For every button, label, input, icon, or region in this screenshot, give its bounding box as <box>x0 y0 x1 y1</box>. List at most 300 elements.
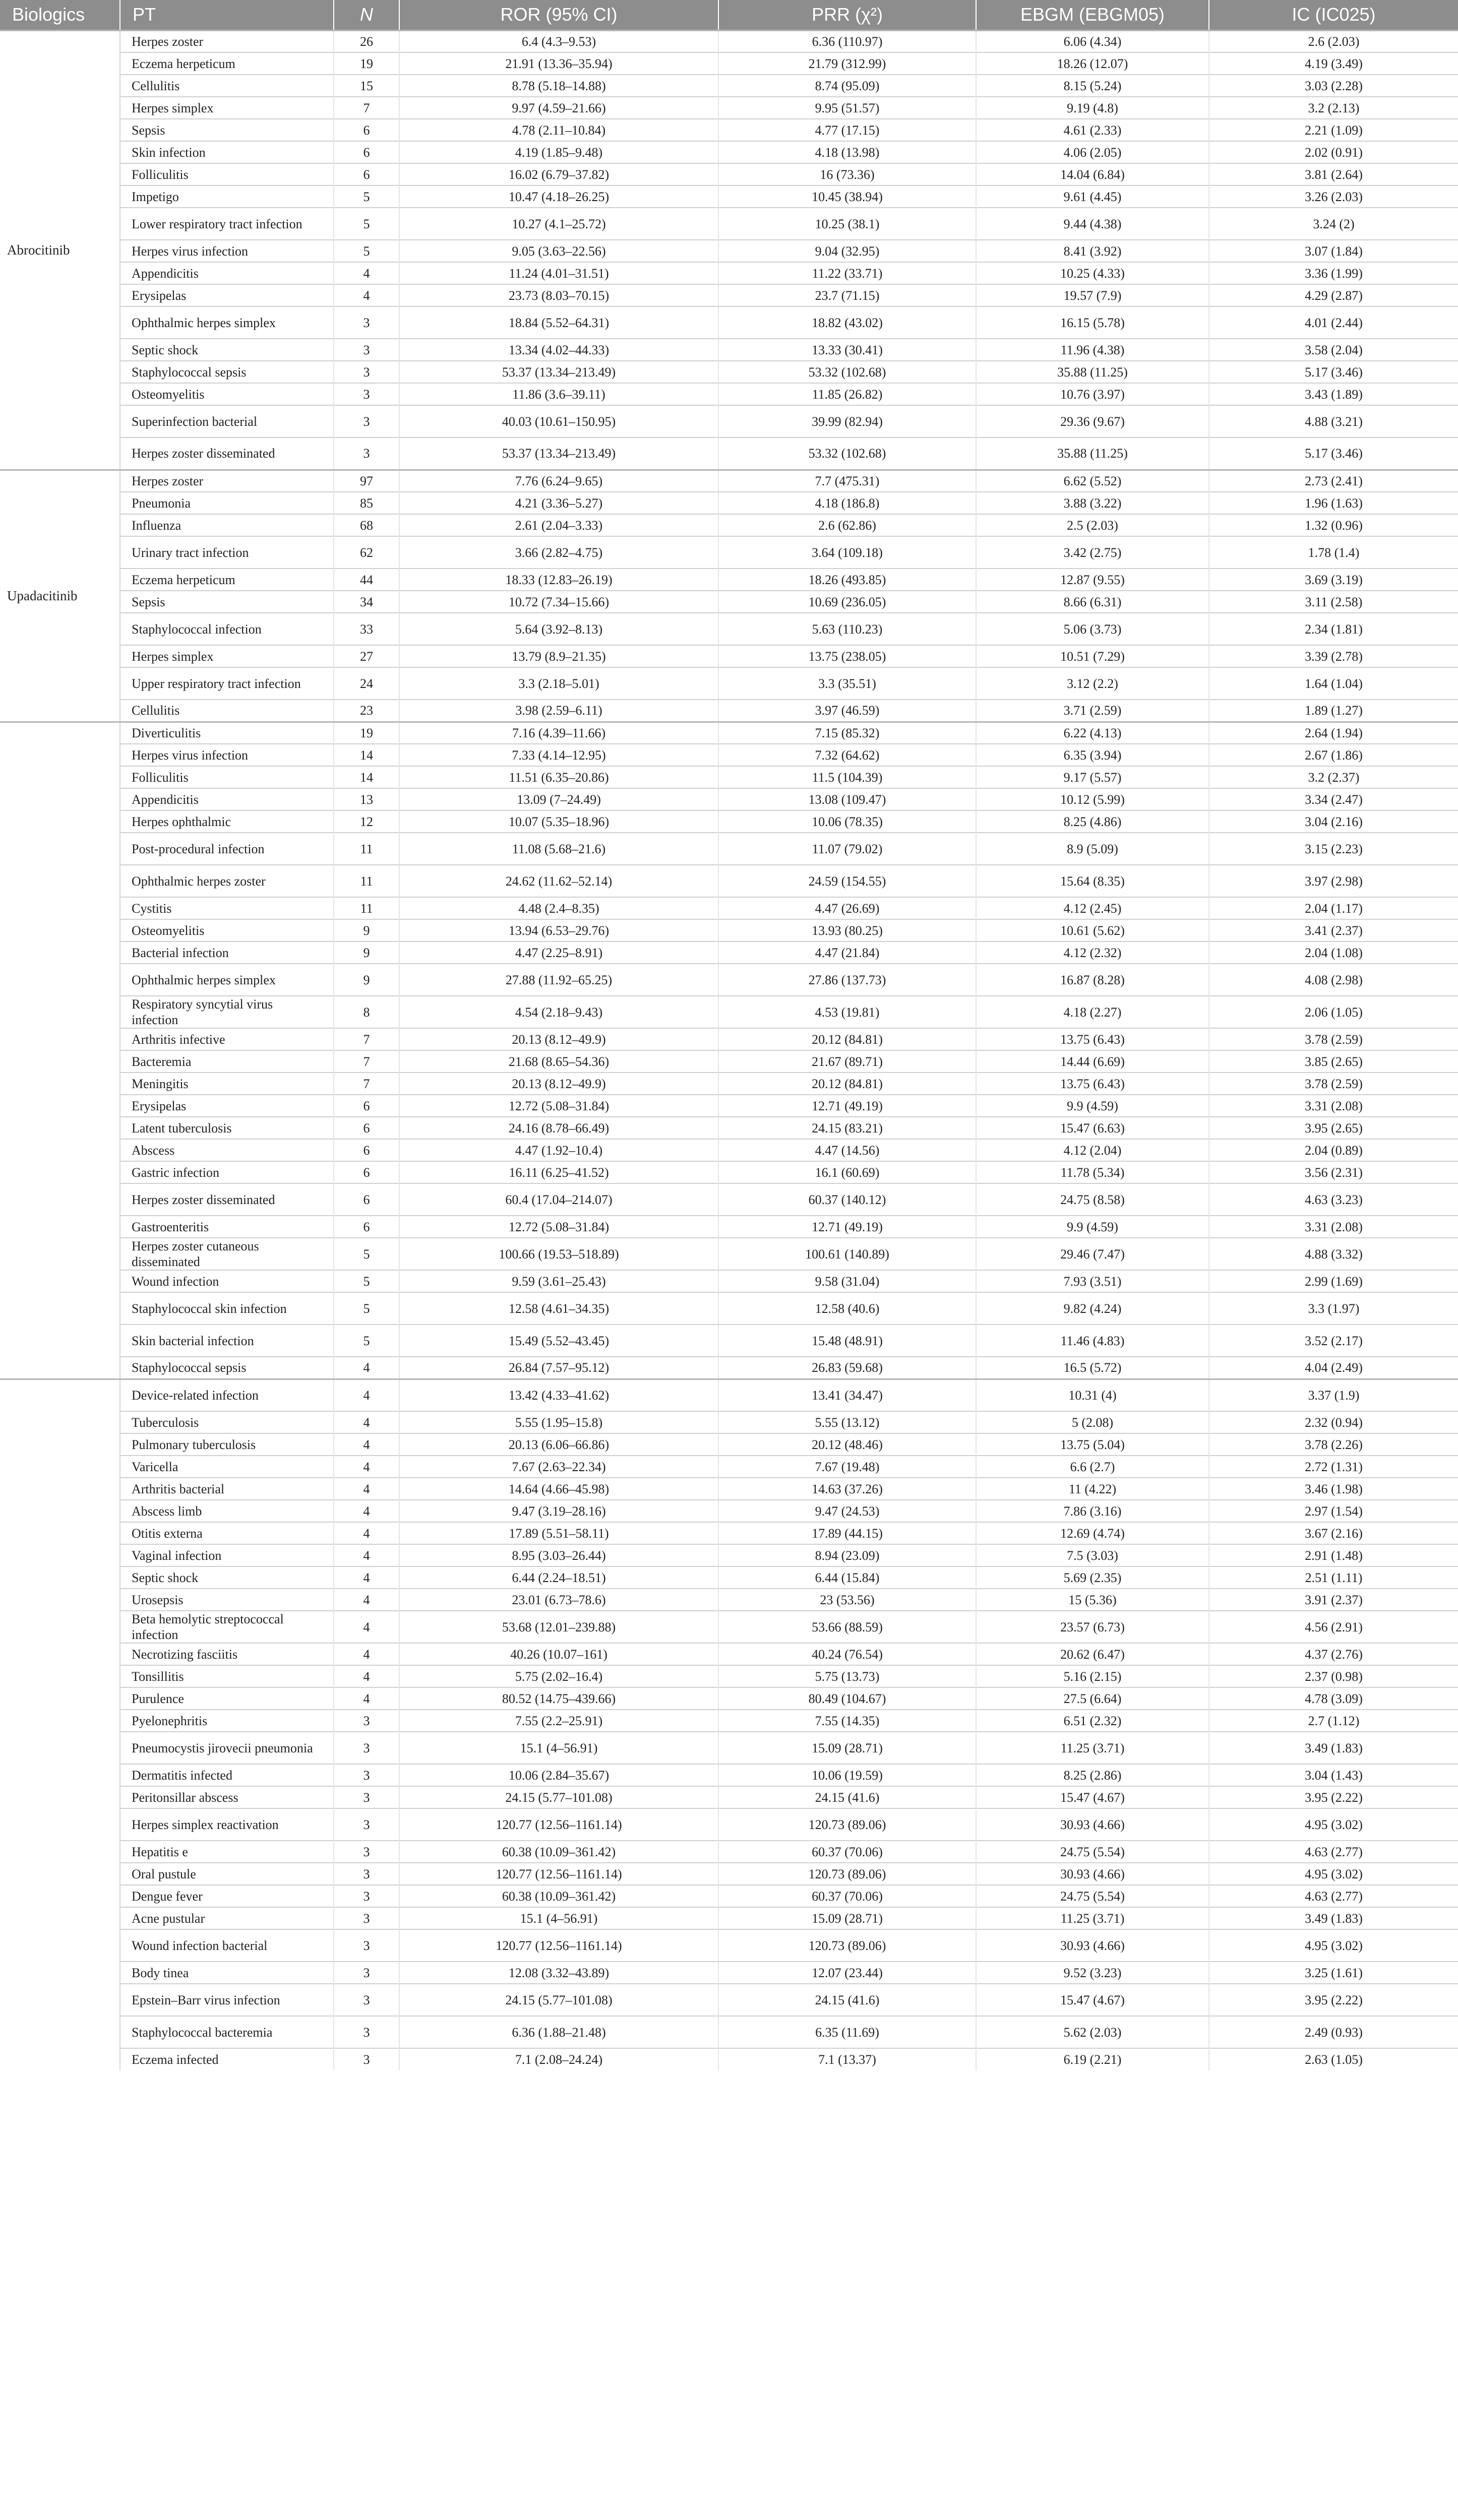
ic-cell: 3.78 (2.26) <box>1209 1433 1458 1456</box>
pt-cell: Lower respiratory tract infection <box>120 208 334 240</box>
ic-cell: 3.3 (1.97) <box>1209 1292 1458 1325</box>
ebgm-cell: 15 (5.36) <box>976 1589 1209 1611</box>
prr-cell: 20.12 (48.46) <box>718 1433 976 1456</box>
ic-cell: 3.56 (2.31) <box>1209 1161 1458 1183</box>
ror-cell: 3.66 (2.82–4.75) <box>399 536 718 569</box>
table-row <box>0 1885 1458 1907</box>
ror-cell: 4.19 (1.85–9.48) <box>399 141 718 163</box>
ror-cell: 7.55 (2.2–25.91) <box>399 1710 718 1732</box>
n-cell: 3 <box>334 1907 399 1929</box>
prr-cell: 4.47 (26.69) <box>718 897 976 919</box>
ebgm-cell: 13.75 (6.43) <box>976 1073 1209 1095</box>
pt-cell: Herpes zoster cutaneous disseminated <box>120 1238 334 1270</box>
ic-cell: 3.95 (2.65) <box>1209 1117 1458 1139</box>
ebgm-cell: 16.87 (8.28) <box>976 964 1209 996</box>
ror-cell: 60.4 (17.04–214.07) <box>399 1183 718 1216</box>
n-cell: 8 <box>334 996 399 1028</box>
ror-cell: 4.47 (1.92–10.4) <box>399 1139 718 1161</box>
table-row <box>0 941 1458 964</box>
ebgm-cell: 11.78 (5.34) <box>976 1161 1209 1183</box>
ebgm-cell: 24.75 (5.54) <box>976 1841 1209 1863</box>
table-row <box>0 613 1458 645</box>
prr-cell: 2.6 (62.86) <box>718 514 976 536</box>
ebgm-cell: 8.25 (2.86) <box>976 1764 1209 1786</box>
n-cell: 14 <box>334 744 399 766</box>
n-cell: 4 <box>334 284 399 306</box>
prr-cell: 4.47 (14.56) <box>718 1139 976 1161</box>
ic-cell: 3.95 (2.22) <box>1209 1786 1458 1808</box>
pt-cell: Impetigo <box>120 185 334 208</box>
ror-cell: 18.84 (5.52–64.31) <box>399 306 718 339</box>
ic-cell: 2.21 (1.09) <box>1209 119 1458 141</box>
n-cell: 3 <box>334 383 399 405</box>
ror-cell: 8.78 (5.18–14.88) <box>399 75 718 97</box>
pt-cell: Otitis externa <box>120 1522 334 1544</box>
n-cell: 85 <box>334 492 399 514</box>
pt-cell: Vaginal infection <box>120 1544 334 1566</box>
ebgm-cell: 10.12 (5.99) <box>976 788 1209 810</box>
ic-cell: 4.19 (3.49) <box>1209 52 1458 75</box>
n-cell: 9 <box>334 964 399 996</box>
n-cell: 4 <box>334 1544 399 1566</box>
prr-cell: 7.67 (19.48) <box>718 1456 976 1478</box>
prr-cell: 27.86 (137.73) <box>718 964 976 996</box>
pt-cell: Urinary tract infection <box>120 536 334 569</box>
n-cell: 44 <box>334 569 399 591</box>
ebgm-cell: 24.75 (8.58) <box>976 1183 1209 1216</box>
table-row <box>0 919 1458 941</box>
prr-cell: 8.74 (95.09) <box>718 75 976 97</box>
ror-cell: 15.1 (4–56.91) <box>399 1907 718 1929</box>
ebgm-cell: 8.66 (6.31) <box>976 591 1209 613</box>
pt-cell: Sepsis <box>120 119 334 141</box>
ic-cell: 3.69 (3.19) <box>1209 569 1458 591</box>
ic-cell: 4.78 (3.09) <box>1209 1687 1458 1710</box>
pt-cell: Herpes zoster disseminated <box>120 437 334 470</box>
ebgm-cell: 2.5 (2.03) <box>976 514 1209 536</box>
ebgm-cell: 24.75 (5.54) <box>976 1885 1209 1907</box>
ror-cell: 15.1 (4–56.91) <box>399 1732 718 1764</box>
table-row <box>0 284 1458 306</box>
ror-cell: 5.64 (3.92–8.13) <box>399 613 718 645</box>
pt-cell: Pneumocystis jirovecii pneumonia <box>120 1732 334 1764</box>
ebgm-cell: 15.64 (8.35) <box>976 865 1209 897</box>
table-row <box>0 185 1458 208</box>
table-row <box>0 514 1458 536</box>
ror-cell: 12.72 (5.08–31.84) <box>399 1095 718 1117</box>
ror-cell: 3.98 (2.59–6.11) <box>399 700 718 722</box>
ror-cell: 13.42 (4.33–41.62) <box>399 1379 718 1411</box>
n-cell: 12 <box>334 810 399 833</box>
ror-cell: 10.07 (5.35–18.96) <box>399 810 718 833</box>
prr-cell: 23.7 (71.15) <box>718 284 976 306</box>
n-cell: 6 <box>334 1117 399 1139</box>
table-row <box>0 208 1458 240</box>
ror-cell: 6.4 (4.3–9.53) <box>399 30 718 52</box>
table-row <box>0 1710 1458 1732</box>
ebgm-cell: 30.93 (4.66) <box>976 1808 1209 1841</box>
ic-cell: 3.52 (2.17) <box>1209 1325 1458 1357</box>
n-cell: 7 <box>334 97 399 119</box>
ic-cell: 3.85 (2.65) <box>1209 1050 1458 1073</box>
pt-cell: Pneumonia <box>120 492 334 514</box>
pt-cell: Device-related infection <box>120 1379 334 1411</box>
pt-cell: Appendicitis <box>120 788 334 810</box>
ic-cell: 3.97 (2.98) <box>1209 865 1458 897</box>
pt-cell: Appendicitis <box>120 262 334 284</box>
n-cell: 26 <box>334 30 399 52</box>
n-cell: 4 <box>334 1411 399 1433</box>
prr-cell: 11.5 (104.39) <box>718 766 976 788</box>
ror-cell: 6.36 (1.88–21.48) <box>399 2016 718 2048</box>
ebgm-cell: 18.26 (12.07) <box>976 52 1209 75</box>
pt-cell: Gastroenteritis <box>120 1216 334 1238</box>
ror-cell: 24.15 (5.77–101.08) <box>399 1786 718 1808</box>
ic-cell: 2.7 (1.12) <box>1209 1710 1458 1732</box>
ror-cell: 60.38 (10.09–361.42) <box>399 1841 718 1863</box>
n-cell: 4 <box>334 1566 399 1589</box>
ror-cell: 53.37 (13.34–213.49) <box>399 437 718 470</box>
ic-cell: 2.64 (1.94) <box>1209 722 1458 744</box>
ror-cell: 26.84 (7.57–95.12) <box>399 1357 718 1379</box>
ror-cell: 4.21 (3.36–5.27) <box>399 492 718 514</box>
header-biologics: Biologics <box>12 4 85 25</box>
prr-cell: 12.71 (49.19) <box>718 1095 976 1117</box>
ebgm-cell: 3.12 (2.2) <box>976 667 1209 700</box>
prr-cell: 53.66 (88.59) <box>718 1611 976 1643</box>
prr-cell: 13.93 (80.25) <box>718 919 976 941</box>
ror-cell: 53.37 (13.34–213.49) <box>399 361 718 383</box>
table-row <box>0 766 1458 788</box>
table-row <box>0 1183 1458 1216</box>
n-cell: 6 <box>334 1161 399 1183</box>
header-prr: PRR (χ²) <box>718 0 976 30</box>
prr-cell: 15.48 (48.91) <box>718 1325 976 1357</box>
n-cell: 5 <box>334 185 399 208</box>
table-row <box>0 1687 1458 1710</box>
header-ebgm: EBGM (EBGM05) <box>976 0 1209 30</box>
prr-cell: 21.79 (312.99) <box>718 52 976 75</box>
ror-cell: 10.06 (2.84–35.67) <box>399 1764 718 1786</box>
prr-cell: 8.94 (23.09) <box>718 1544 976 1566</box>
ror-cell: 4.54 (2.18–9.43) <box>399 996 718 1028</box>
table-row <box>0 1292 1458 1325</box>
ror-cell: 7.16 (4.39–11.66) <box>399 722 718 744</box>
pt-cell: Erysipelas <box>120 284 334 306</box>
ebgm-cell: 12.87 (9.55) <box>976 569 1209 591</box>
ror-cell: 12.08 (3.32–43.89) <box>399 1962 718 1984</box>
n-cell: 15 <box>334 75 399 97</box>
ror-cell: 120.77 (12.56–1161.14) <box>399 1929 718 1962</box>
ebgm-cell: 4.18 (2.27) <box>976 996 1209 1028</box>
ic-cell: 1.78 (1.4) <box>1209 536 1458 569</box>
ic-cell: 3.25 (1.61) <box>1209 1962 1458 1984</box>
n-cell: 3 <box>334 339 399 361</box>
ic-cell: 4.88 (3.21) <box>1209 405 1458 437</box>
ror-cell: 12.72 (5.08–31.84) <box>399 1216 718 1238</box>
pt-cell: Peritonsillar abscess <box>120 1786 334 1808</box>
ebgm-cell: 13.75 (5.04) <box>976 1433 1209 1456</box>
ebgm-cell: 9.44 (4.38) <box>976 208 1209 240</box>
table-row <box>0 744 1458 766</box>
ic-cell: 4.56 (2.91) <box>1209 1611 1458 1643</box>
n-cell: 4 <box>334 1433 399 1456</box>
prr-cell: 13.33 (30.41) <box>718 339 976 361</box>
ic-cell: 4.95 (3.02) <box>1209 1929 1458 1962</box>
ror-cell: 24.16 (8.78–66.49) <box>399 1117 718 1139</box>
n-cell: 19 <box>334 52 399 75</box>
n-cell: 3 <box>334 1962 399 1984</box>
n-cell: 6 <box>334 119 399 141</box>
prr-cell: 3.3 (35.51) <box>718 667 976 700</box>
prr-cell: 5.55 (13.12) <box>718 1411 976 1433</box>
prr-cell: 9.95 (51.57) <box>718 97 976 119</box>
table-row <box>0 1786 1458 1808</box>
table-row <box>0 492 1458 514</box>
pt-cell: Beta hemolytic streptococcal infection <box>120 1611 334 1643</box>
table-row <box>0 1433 1458 1456</box>
ebgm-cell: 15.47 (4.67) <box>976 1786 1209 1808</box>
ror-cell: 13.94 (6.53–29.76) <box>399 919 718 941</box>
pt-cell: Body tinea <box>120 1962 334 1984</box>
ic-cell: 2.6 (2.03) <box>1209 30 1458 52</box>
n-cell: 4 <box>334 1643 399 1665</box>
ic-cell: 4.88 (3.32) <box>1209 1238 1458 1270</box>
n-cell: 3 <box>334 1710 399 1732</box>
table-row <box>0 536 1458 569</box>
pt-cell: Wound infection <box>120 1270 334 1292</box>
ror-cell: 100.66 (19.53–518.89) <box>399 1238 718 1270</box>
prr-cell: 7.15 (85.32) <box>718 722 976 744</box>
pt-cell: Bacterial infection <box>120 941 334 964</box>
table-row <box>0 1478 1458 1500</box>
n-cell: 5 <box>334 240 399 262</box>
n-cell: 7 <box>334 1028 399 1050</box>
prr-cell: 53.32 (102.68) <box>718 437 976 470</box>
ic-cell: 3.04 (1.43) <box>1209 1764 1458 1786</box>
ic-cell: 4.95 (3.02) <box>1209 1863 1458 1885</box>
ror-cell: 12.58 (4.61–34.35) <box>399 1292 718 1325</box>
pt-cell: Diverticulitis <box>120 722 334 744</box>
ror-cell: 13.34 (4.02–44.33) <box>399 339 718 361</box>
n-cell: 3 <box>334 2016 399 2048</box>
ebgm-cell: 29.46 (7.47) <box>976 1238 1209 1270</box>
n-cell: 11 <box>334 897 399 919</box>
n-cell: 3 <box>334 1786 399 1808</box>
pt-cell: Osteomyelitis <box>120 383 334 405</box>
pt-cell: Latent tuberculosis <box>120 1117 334 1139</box>
prr-cell: 120.73 (89.06) <box>718 1929 976 1962</box>
n-cell: 4 <box>334 1589 399 1611</box>
ic-cell: 3.04 (2.16) <box>1209 810 1458 833</box>
prr-cell: 13.41 (34.47) <box>718 1379 976 1411</box>
ebgm-cell: 20.62 (6.47) <box>976 1643 1209 1665</box>
table-row <box>0 1161 1458 1183</box>
ic-cell: 5.17 (3.46) <box>1209 437 1458 470</box>
table-row <box>0 1522 1458 1544</box>
ic-cell: 3.43 (1.89) <box>1209 383 1458 405</box>
n-cell: 6 <box>334 1183 399 1216</box>
pt-cell: Varicella <box>120 1456 334 1478</box>
table-row <box>0 569 1458 591</box>
table-row <box>0 1544 1458 1566</box>
pt-cell: Tuberculosis <box>120 1411 334 1433</box>
ebgm-cell: 4.12 (2.32) <box>976 941 1209 964</box>
n-cell: 7 <box>334 1050 399 1073</box>
n-cell: 6 <box>334 141 399 163</box>
ror-cell: 11.86 (3.6–39.11) <box>399 383 718 405</box>
prr-cell: 6.36 (110.97) <box>718 30 976 52</box>
pt-cell: Herpes ophthalmic <box>120 810 334 833</box>
pt-cell: Herpes simplex reactivation <box>120 1808 334 1841</box>
n-cell: 4 <box>334 1456 399 1478</box>
ebgm-cell: 13.75 (6.43) <box>976 1028 1209 1050</box>
prr-cell: 18.82 (43.02) <box>718 306 976 339</box>
pt-cell: Herpes zoster disseminated <box>120 1183 334 1216</box>
table-row <box>0 306 1458 339</box>
table-row <box>0 591 1458 613</box>
ebgm-cell: 10.25 (4.33) <box>976 262 1209 284</box>
prr-cell: 17.89 (44.15) <box>718 1522 976 1544</box>
ic-cell: 3.78 (2.59) <box>1209 1073 1458 1095</box>
pt-cell: Sepsis <box>120 591 334 613</box>
n-cell: 11 <box>334 833 399 865</box>
n-cell: 3 <box>334 1863 399 1885</box>
ebgm-cell: 11.25 (3.71) <box>976 1732 1209 1764</box>
pt-cell: Eczema infected <box>120 2048 334 2070</box>
ic-cell: 3.37 (1.9) <box>1209 1379 1458 1411</box>
ebgm-cell: 5.69 (2.35) <box>976 1566 1209 1589</box>
pt-cell: Purulence <box>120 1687 334 1710</box>
n-cell: 3 <box>334 1929 399 1962</box>
n-cell: 4 <box>334 1611 399 1643</box>
pt-cell: Epstein–Barr virus infection <box>120 1984 334 2016</box>
pt-cell: Staphylococcal sepsis <box>120 1357 334 1379</box>
n-cell: 9 <box>334 919 399 941</box>
ic-cell: 4.08 (2.98) <box>1209 964 1458 996</box>
ebgm-cell: 35.88 (11.25) <box>976 437 1209 470</box>
ebgm-cell: 11.25 (3.71) <box>976 1907 1209 1929</box>
ror-cell: 11.51 (6.35–20.86) <box>399 766 718 788</box>
table-row <box>0 810 1458 833</box>
pt-cell: Staphylococcal skin infection <box>120 1292 334 1325</box>
ebgm-cell: 9.82 (4.24) <box>976 1292 1209 1325</box>
table-row <box>0 119 1458 141</box>
pt-cell: Arthritis infective <box>120 1028 334 1050</box>
n-cell: 14 <box>334 766 399 788</box>
table-row <box>0 667 1458 700</box>
prr-cell: 7.55 (14.35) <box>718 1710 976 1732</box>
pt-cell: Septic shock <box>120 339 334 361</box>
table-row <box>0 722 1458 744</box>
prr-cell: 60.37 (140.12) <box>718 1183 976 1216</box>
ror-cell: 11.24 (4.01–31.51) <box>399 262 718 284</box>
ic-cell: 3.95 (2.22) <box>1209 1984 1458 2016</box>
table-header-row <box>0 0 1458 30</box>
ebgm-cell: 16.15 (5.78) <box>976 306 1209 339</box>
n-cell: 3 <box>334 437 399 470</box>
ror-cell: 5.55 (1.95–15.8) <box>399 1411 718 1433</box>
header-n: N <box>334 0 399 30</box>
pt-cell: Staphylococcal infection <box>120 613 334 645</box>
table-row <box>0 1589 1458 1611</box>
prr-cell: 53.32 (102.68) <box>718 361 976 383</box>
ic-cell: 2.67 (1.86) <box>1209 744 1458 766</box>
ic-cell: 2.99 (1.69) <box>1209 1270 1458 1292</box>
prr-cell: 4.47 (21.84) <box>718 941 976 964</box>
prr-cell: 5.63 (110.23) <box>718 613 976 645</box>
table-row <box>0 339 1458 361</box>
prr-cell: 16.1 (60.69) <box>718 1161 976 1183</box>
ror-cell: 16.02 (6.79–37.82) <box>399 163 718 185</box>
prr-cell: 11.22 (33.71) <box>718 262 976 284</box>
table-row <box>0 405 1458 437</box>
n-cell: 5 <box>334 1270 399 1292</box>
ror-cell: 120.77 (12.56–1161.14) <box>399 1808 718 1841</box>
ic-cell: 3.07 (1.84) <box>1209 240 1458 262</box>
prr-cell: 9.04 (32.95) <box>718 240 976 262</box>
pt-cell: Skin infection <box>120 141 334 163</box>
ic-cell: 2.04 (1.17) <box>1209 897 1458 919</box>
ebgm-cell: 14.04 (6.84) <box>976 163 1209 185</box>
prr-cell: 3.64 (109.18) <box>718 536 976 569</box>
ic-cell: 3.49 (1.83) <box>1209 1907 1458 1929</box>
ror-cell: 4.47 (2.25–8.91) <box>399 941 718 964</box>
pt-cell: Dengue fever <box>120 1885 334 1907</box>
ror-cell: 8.95 (3.03–26.44) <box>399 1544 718 1566</box>
ror-cell: 20.13 (6.06–66.86) <box>399 1433 718 1456</box>
ic-cell: 4.63 (2.77) <box>1209 1841 1458 1863</box>
ic-cell: 4.04 (2.49) <box>1209 1357 1458 1379</box>
table-row <box>0 833 1458 865</box>
ebgm-cell: 8.25 (4.86) <box>976 810 1209 833</box>
table-row <box>0 700 1458 722</box>
header-pt: PT <box>133 4 156 25</box>
table-row <box>0 1962 1458 1984</box>
ebgm-cell: 3.71 (2.59) <box>976 700 1209 722</box>
ebgm-cell: 10.61 (5.62) <box>976 919 1209 941</box>
ic-cell: 2.37 (0.98) <box>1209 1665 1458 1687</box>
ic-cell: 3.58 (2.04) <box>1209 339 1458 361</box>
ebgm-cell: 5.06 (3.73) <box>976 613 1209 645</box>
ic-cell: 4.29 (2.87) <box>1209 284 1458 306</box>
ebgm-cell: 30.93 (4.66) <box>976 1929 1209 1962</box>
prr-cell: 21.67 (89.71) <box>718 1050 976 1073</box>
table-row <box>0 163 1458 185</box>
table-row <box>0 470 1458 492</box>
pt-cell: Herpes zoster <box>120 30 334 52</box>
table-row <box>0 1270 1458 1292</box>
pt-cell: Superinfection bacterial <box>120 405 334 437</box>
n-cell: 27 <box>334 645 399 667</box>
table-row <box>0 2048 1458 2070</box>
pt-cell: Herpes simplex <box>120 645 334 667</box>
ror-cell: 7.76 (6.24–9.65) <box>399 470 718 492</box>
n-cell: 24 <box>334 667 399 700</box>
ic-cell: 2.06 (1.05) <box>1209 996 1458 1028</box>
ebgm-cell: 12.69 (4.74) <box>976 1522 1209 1544</box>
ic-cell: 4.63 (3.23) <box>1209 1183 1458 1216</box>
header-ror: ROR (95% CI) <box>399 0 718 30</box>
ror-cell: 5.75 (2.02–16.4) <box>399 1665 718 1687</box>
n-cell: 5 <box>334 1238 399 1270</box>
ror-cell: 23.01 (6.73–78.6) <box>399 1589 718 1611</box>
prr-cell: 100.61 (140.89) <box>718 1238 976 1270</box>
table-row <box>0 141 1458 163</box>
ror-cell: 13.09 (7–24.49) <box>399 788 718 810</box>
n-cell: 3 <box>334 1841 399 1863</box>
ebgm-cell: 10.31 (4) <box>976 1379 1209 1411</box>
